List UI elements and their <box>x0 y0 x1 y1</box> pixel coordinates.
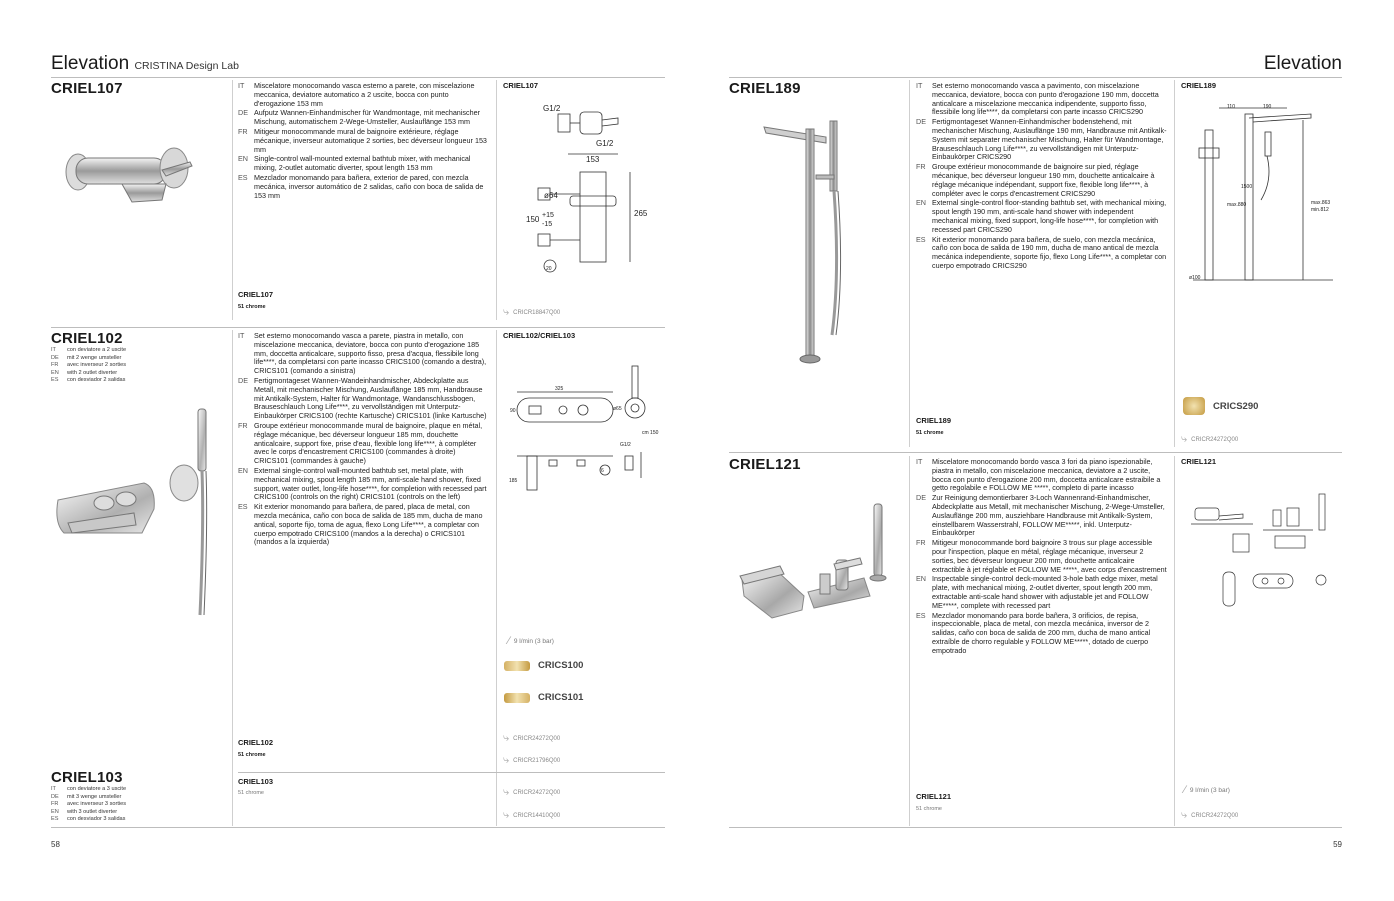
dim-label: 90 <box>510 408 516 414</box>
dim-label: ø100 <box>1189 275 1201 281</box>
column-divider <box>496 80 497 320</box>
column-divider <box>1174 80 1175 447</box>
desc-text: Groupe extérieur monocommande de baignoire sur pied, réglage mécanique, bec déverseur longueur 190 mm, douchette anticalcaire à réglage mécanique indépendant, support fixe, flexible long life****, à compléter avec le corps d'encastrement CRICS290 <box>932 162 1155 198</box>
variant-row <box>51 786 126 794</box>
lang-code: DE <box>51 354 59 361</box>
accessory-crics290 <box>1183 397 1258 415</box>
desc-text: Mitigeur monocommande mural de baignoire extérieure, réglage mécanique, inverseur automatique 2 sorties, bec déverseur longueur 153 mm <box>254 126 487 154</box>
desc-text: Inspectable single-control deck-mounted 3-hole bath edge mixer, metal plate, with mechanical mixing, 2-outlet diverter, spout length 200 mm, extractable anti-scale hand shower with adjustable jet and FOLLOW ME*****, complete with recessed part <box>932 574 1158 610</box>
desc-text: External single-control wall-mounted bathtub set, metal plate, with mechanical mixing, spout length 185 mm, anti-scale hand shower, fixed support, water outlet, long-life hose****, for completion with recessed part CRICS100 (controls on the right) CRICS101 (controls on the left) <box>254 465 487 502</box>
flow-rate-criel121 <box>1184 784 1230 796</box>
dim-label: ø64 <box>544 191 558 200</box>
header-rule-left <box>51 77 665 78</box>
lang-code: IT <box>916 457 923 466</box>
flow-icon: ∕ <box>508 635 510 647</box>
cartridge-icon: ⤷ <box>1181 809 1188 821</box>
flow-text: 9 l/min (3 bar) <box>1189 786 1230 794</box>
variant-code-criel103: CRIEL103 <box>238 777 274 786</box>
flow-icon: ∕ <box>1184 784 1186 796</box>
flow-rate-criel102 <box>508 635 554 647</box>
dim-label: 153 <box>586 155 600 164</box>
ref-criel121 <box>1181 809 1238 822</box>
variant-text: avec inverseur 2 sorties <box>67 362 127 369</box>
ref-code: CRICR24272Q00 <box>1191 812 1239 819</box>
desc-row <box>238 503 490 547</box>
lang-code: EN <box>238 154 248 164</box>
technical-drawing-criel189 <box>1183 100 1343 290</box>
desc-text: Zur Reinigung demontierbarer 3-Loch Wannenrand-Einhandmischer, Abdeckplatte aus Metall, mit mechanischer Mischung, 2-Wege-Umsteller, Auslauflänge 200 mm, ausziehbare Handbrause mit Antikalk-System, einstellbarem Wasserstrahl, FOLLOW ME*****, inkl. Unterputz-Einbaukörper <box>932 493 1165 538</box>
accessory-crics100 <box>504 660 583 671</box>
ref-criel107 <box>503 306 560 319</box>
lang-code: DE <box>916 117 926 127</box>
finish-criel121: 51 chrome <box>916 806 942 812</box>
variant-text: con desviador 2 salidas <box>67 377 126 384</box>
product-image-criel102 <box>54 405 224 620</box>
page-number-right: 59 <box>1333 840 1342 849</box>
variant-row <box>51 377 126 385</box>
lang-code: ES <box>916 610 926 620</box>
dim-label: max.880 <box>1227 202 1247 208</box>
desc-row <box>916 458 1168 493</box>
accessory-label: CRICS100 <box>538 660 584 671</box>
section-rule <box>51 327 665 328</box>
technical-drawing-criel102 <box>505 360 665 490</box>
cartridge-icon: ⤷ <box>503 306 510 318</box>
finish-criel107: 51 chrome <box>238 304 266 310</box>
variant-text: con deviatore a 2 uscite <box>67 347 127 353</box>
variant-text: with 2 outlet diverter <box>67 369 118 376</box>
cartridge-icon: ⤷ <box>1181 433 1188 445</box>
variant-code-criel102: CRIEL102 <box>238 738 274 747</box>
dim-label: ø65 <box>613 406 622 412</box>
accessory-label: CRICS101 <box>538 692 584 703</box>
desc-row <box>238 422 490 466</box>
right-page-title: Elevation <box>1263 53 1342 74</box>
ref-criel103-b <box>503 809 560 822</box>
product-code-criel102: CRIEL102 <box>51 330 123 347</box>
lang-code: FR <box>51 362 59 369</box>
desc-row <box>238 467 490 502</box>
lang-code: EN <box>51 808 59 815</box>
variant-row <box>51 816 126 824</box>
desc-row <box>916 163 1168 198</box>
variant-code-criel189: CRIEL189 <box>916 416 952 425</box>
lang-code: EN <box>916 198 926 208</box>
column-divider <box>909 456 910 826</box>
desc-row <box>238 174 490 200</box>
lang-code: ES <box>51 816 59 823</box>
dim-label: 6 <box>601 468 604 474</box>
lang-code: EN <box>916 574 926 584</box>
dim-label: G1/2 <box>543 104 561 113</box>
lang-code: ES <box>51 377 59 384</box>
cartridge-icon: ⤷ <box>503 786 510 798</box>
lang-code: ES <box>238 502 248 512</box>
desc-text: Kit exterior monomando para bañera, de suelo, con mezcla mecánica, caño con boca de salida de 190 mm, ducha de mano antical de mezcla mecánica independiente, soporte fijo, flexo Long Life****, a completar con cuerpo empotrado CRICS290 <box>932 234 1167 270</box>
desc-text: Single-control wall-mounted external bathtub mixer, with mechanical mixing, 2-outlet automatic diverter, spout length 153 mm <box>254 154 471 173</box>
desc-row <box>916 612 1168 656</box>
lang-code: IT <box>238 81 245 90</box>
cartridge-icon: ⤷ <box>503 732 510 744</box>
dim-label: 265 <box>634 209 648 218</box>
drawing-title-criel121: CRIEL121 <box>1181 457 1217 466</box>
dim-label: 1500 <box>1241 184 1253 190</box>
desc-row <box>916 199 1168 234</box>
dim-label: 150 <box>526 215 540 224</box>
variant-row <box>51 347 126 355</box>
product-code-criel189: CRIEL189 <box>729 80 801 97</box>
cartridge-icon: ⤷ <box>503 754 510 766</box>
variant-row <box>51 355 126 363</box>
desc-row <box>916 494 1168 538</box>
drawing-title-criel189: CRIEL189 <box>1181 81 1217 90</box>
variant-row <box>51 801 126 809</box>
ref-code: CRICR24272Q00 <box>1191 436 1239 443</box>
desc-row <box>238 109 490 127</box>
lang-code: IT <box>238 331 245 340</box>
description-criel189 <box>916 82 1168 272</box>
header-rule-right <box>729 77 1342 78</box>
finish-criel103: 51 chrome <box>238 790 264 796</box>
variant-text: con desviador 3 salidas <box>67 816 126 823</box>
dim-label: 325 <box>555 386 564 392</box>
technical-drawing-criel107 <box>510 100 660 275</box>
flow-text: 9 l/min (3 bar) <box>513 637 554 645</box>
accessory-label: CRICS290 <box>1213 400 1259 412</box>
dim-label: 190 <box>1263 104 1272 110</box>
desc-text: External single-control floor-standing bathtub set, with mechanical mixing, spout length 190 mm, anti-scale hand shower with independent mechanical mixing, fixed support, long-life hose****, for completion with recessed part CRICS290 <box>932 198 1167 234</box>
variant-code-criel121: CRIEL121 <box>916 792 952 801</box>
variants-criel103 <box>51 786 126 824</box>
desc-text: Groupe extérieur monocommande mural de baignoire, plaque en métal, réglage mécanique, bec déverseur longueur 185 mm, douchette anticalcaire, support fixe, prise d'eau, flexible long life****, à compléter avec le corps d'encastrement CRICS100 (commandes à droite) CRICS101 (commandes à gauche) <box>254 420 483 466</box>
description-criel107 <box>238 82 490 201</box>
brand-name: Elevation <box>51 53 130 74</box>
lang-code: DE <box>238 108 248 118</box>
ref-criel189 <box>1181 433 1238 446</box>
desc-row <box>916 118 1168 162</box>
recessed-body-icon <box>504 661 530 671</box>
product-code-criel107: CRIEL107 <box>51 80 123 97</box>
dim-label: 20 <box>546 266 552 272</box>
desc-row <box>238 82 490 108</box>
dim-label: 185 <box>509 478 518 484</box>
technical-drawing-criel121 <box>1183 480 1343 610</box>
desc-text: Fertigmontageset Wannen-Wandeinhandmischer, Abdeckplatte aus Metall, mit mechanischer Mischung, Auslauflänge 185 mm, Handbrause mit Antikalk-System, Halter für Wandmontage, Wandanschlussbogen, Brauseschlauch Long Life****, zu vervollständigen mit Unterputz-Einbaukörper CRICS100 (rechte Kartusche) CRICS101 (linke Kartusche) <box>254 375 487 421</box>
lang-code: ES <box>238 172 248 182</box>
lang-code: FR <box>238 420 248 430</box>
desc-row <box>916 539 1168 574</box>
recessed-body-icon <box>504 693 530 703</box>
ref-code: CRICR24272Q00 <box>513 735 561 742</box>
dim-label: max.863 <box>1311 200 1331 206</box>
drawing-title-criel102: CRIEL102/CRIEL103 <box>503 331 576 340</box>
lang-code: DE <box>51 793 59 800</box>
product-image-criel121 <box>736 500 906 620</box>
lang-code: EN <box>238 465 248 475</box>
desc-text: Miscelatore monocomando vasca esterno a parete, con miscelazione meccanica, deviatore automatico a 2 uscite, bocca con punto d'erogazione 153 mm <box>254 81 475 108</box>
ref-code: CRICR14410Q00 <box>513 812 561 819</box>
variant-text: with 3 outlet diverter <box>67 808 118 815</box>
brand-subtitle: CRISTINA Design Lab <box>134 60 239 72</box>
section-rule <box>238 772 665 773</box>
variant-row <box>51 794 126 802</box>
cartridge-icon: ⤷ <box>503 809 510 821</box>
desc-text: Kit exterior monomando para bañera, de pared, placa de metal, con mezcla mecánica, caño con boca de salida de 185 mm, ducha de mano antical, soporte fijo, toma de agua, flexo Long Life****, a completar con cuerpo empotrado CRICS100 (mandos a la derecha) o CRICS101 (mandos a la izquierda) <box>254 502 483 547</box>
ref-criel102-b <box>503 754 560 767</box>
desc-text: Mitigeur monocommande bord baignoire 3 trous sur plage accessible pour l'inspection, plaque en métal, réglage mécanique, inverseur 2 sorties, bec déverseur longueur 200 mm, douchette anticalcaire extractible à jet réglable et FOLLOW ME *****, avec corps d'encastrement <box>932 538 1167 574</box>
lang-code: IT <box>51 347 56 353</box>
dim-label: -15 <box>542 221 553 228</box>
lang-code: FR <box>238 126 248 136</box>
product-code-criel121: CRIEL121 <box>729 456 801 473</box>
lang-code: IT <box>916 81 923 90</box>
desc-text: Fertigmontageset Wannen-Einhandmischer bodenstehend, mit mechanischer Mischung, Auslauflänge 190 mm, Handbrause mit Antikalk-System mit separater mechanischer Mischung, Halter für Wandmontage, Brauseschlauch Long Life****, zu vervollständigen mit Unterputz-Einbaukörper CRICS290 <box>932 117 1167 162</box>
desc-row <box>238 332 490 376</box>
variant-text: con deviatore a 3 uscite <box>67 786 127 792</box>
drawing-title-criel107: CRIEL107 <box>503 81 539 90</box>
desc-text: Mezclador monomando para borde bañera, 3 orificios, de repisa, inspeccionable, placa de metal, con mezcla mecánica, inversor de 2 salidas, caño con boca de salida de 200 mm, ducha de mano antical extraíble de chorro regulable y FOLLOW ME*****, dotado de cuerpo empotrado <box>932 610 1151 655</box>
column-divider <box>496 330 497 826</box>
description-criel121 <box>916 458 1168 657</box>
finish-criel189: 51 chrome <box>916 430 944 436</box>
lang-code: ES <box>916 234 926 244</box>
lang-code: DE <box>238 375 248 385</box>
desc-row <box>916 236 1168 271</box>
ref-code: CRICR18847Q00 <box>513 309 561 316</box>
desc-text: Set esterno monocomando vasca a pavimento, con miscelazione meccanica, deviatore, bocca con punto d'erogazione 190 mm, doccetta anticalcare a miscelazione meccanica indipendente, supporto fisso, flessibile long life****, da completarsi con parte incasso CRICS290 <box>932 81 1159 117</box>
product-code-criel103: CRIEL103 <box>51 769 123 786</box>
accessory-crics101 <box>504 692 583 703</box>
variant-code-criel107: CRIEL107 <box>238 290 274 299</box>
ref-criel102-a <box>503 732 560 745</box>
desc-text: Miscelatore monocomando bordo vasca 3 fori da piano ispezionabile, piastra in metallo, con miscelazione meccanica, deviatore a 2 uscite, bocca con punto d'erogazione 200 mm, doccetta anticalcare estraibile a getto regolabile e FOLLOW ME *****, completo di parte incasso <box>932 457 1161 493</box>
desc-text: Mezclador monomando para bañera, exterior de pared, con mezcla mecánica, inversor automático de 2 salidas, caño con boca de salida de 153 mm <box>254 172 484 200</box>
dim-label: min.812 <box>1311 207 1329 213</box>
desc-text: Set esterno monocomando vasca a parete, piastra in metallo, con miscelazione meccanica, deviatore, bocca con punto d'erogazione 185 mm, doccetta anticalcare, supporto fisso, presa d'acqua, flessibile long life****, da completarsi con parte incasso CRICS100 (comando a destra), CRICS101 (comando a sinistra) <box>254 331 487 376</box>
left-page-title <box>51 53 239 75</box>
variant-row <box>51 370 126 378</box>
section-rule <box>729 452 1342 453</box>
ref-criel103-a <box>503 786 560 799</box>
dim-label: G1/2 <box>620 442 631 448</box>
footer-rule-right <box>729 827 1342 828</box>
desc-row <box>238 377 490 421</box>
column-divider <box>1174 456 1175 826</box>
recessed-body-icon <box>1183 397 1205 415</box>
lang-code: EN <box>51 369 59 376</box>
footer-rule-left <box>51 827 665 828</box>
page-number-left: 58 <box>51 840 60 849</box>
lang-code: FR <box>51 801 59 808</box>
dim-label: +15 <box>542 212 554 219</box>
product-image-criel189 <box>760 115 870 370</box>
desc-row <box>916 575 1168 610</box>
product-image-criel107 <box>62 140 194 210</box>
column-divider <box>232 80 233 320</box>
column-divider <box>232 330 233 826</box>
desc-row <box>916 82 1168 117</box>
variant-row <box>51 809 126 817</box>
lang-code: DE <box>916 493 926 503</box>
variant-text: mit 2 wenge umsteller <box>67 354 122 361</box>
ref-code: CRICR24272Q00 <box>513 789 561 796</box>
ref-code: CRICR21796Q00 <box>513 757 561 764</box>
variant-text: avec inverseur 3 sorties <box>67 801 127 808</box>
desc-text: Aufputz Wannen-Einhandmischer für Wandmontage, mit mechanischer Mischung, automatischem 2-Wege-Umsteller, Auslauflänge 153 mm <box>254 108 480 127</box>
dim-label: cm 150 <box>642 430 659 436</box>
variant-text: mit 3 wenge umsteller <box>67 793 122 800</box>
dim-label: G1/2 <box>596 139 614 148</box>
variants-criel102 <box>51 347 126 385</box>
lang-code: IT <box>51 786 56 792</box>
desc-row <box>238 128 490 154</box>
lang-code: FR <box>916 538 926 548</box>
desc-row <box>238 155 490 173</box>
description-criel102 <box>238 332 490 548</box>
variant-row <box>51 362 126 370</box>
finish-criel102: 51 chrome <box>238 752 266 758</box>
dim-label: 110 <box>1227 104 1235 110</box>
lang-code: FR <box>916 162 926 172</box>
column-divider <box>909 80 910 447</box>
